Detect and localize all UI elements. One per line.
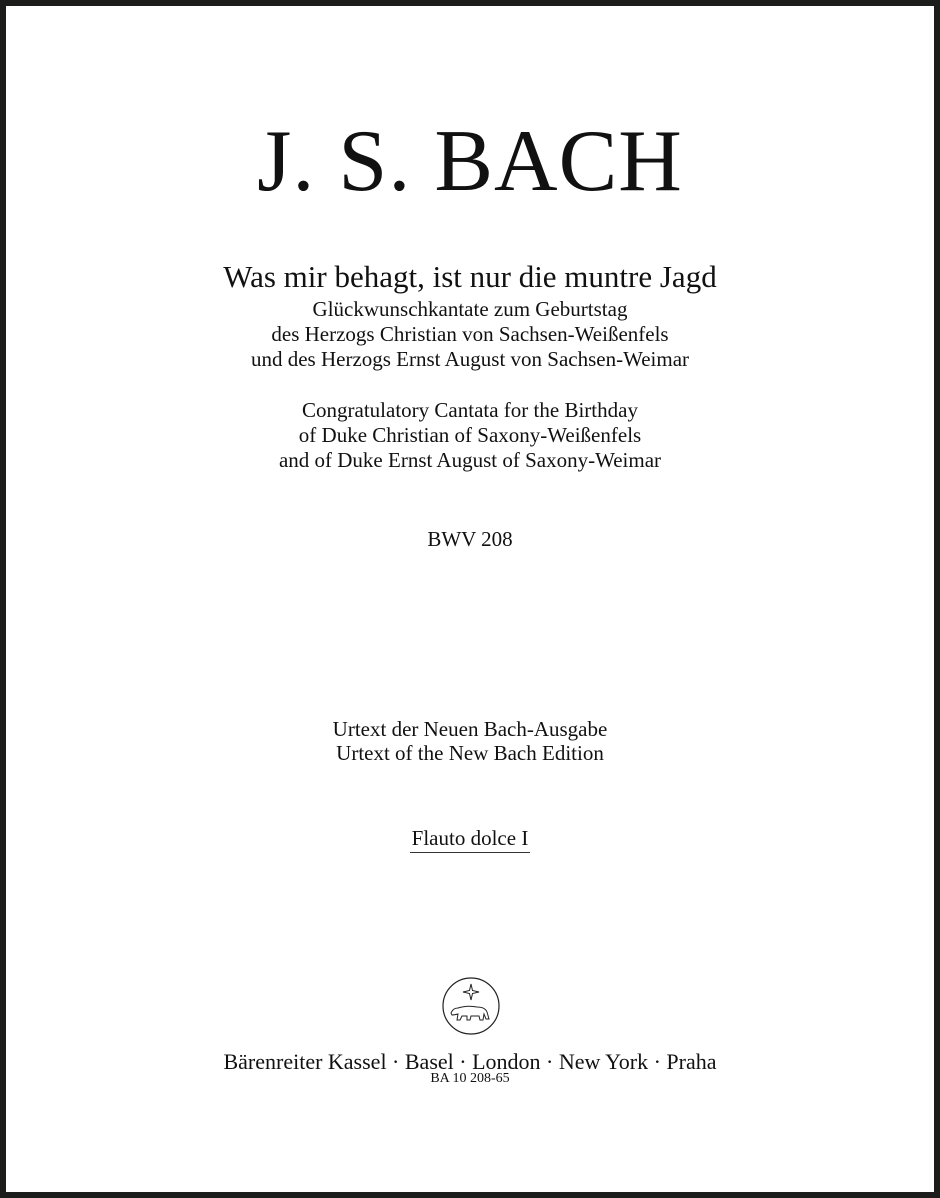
subtitle-line: und des Herzogs Ernst August von Sachsen-Weimar	[250, 347, 690, 371]
subtitle-line: of Duke Christian of Saxony-Weißenfels	[298, 423, 642, 447]
subtitle-line: Glückwunschkantate zum Geburtstag	[312, 297, 628, 321]
instrument-label: Flauto dolce I	[410, 826, 531, 853]
catalog-number: BWV 208	[427, 527, 513, 551]
instrument-part	[0, 826, 940, 851]
composer-name: J. S. BACH	[257, 113, 683, 210]
publisher-line: Bärenreiter Kassel · Basel · London · New York · Praha	[223, 1049, 717, 1074]
subtitle-german	[0, 297, 940, 372]
subtitle-line: des Herzogs Christian von Sachsen-Weißenfels	[271, 322, 669, 346]
baerenreiter-bear-star-icon	[441, 976, 501, 1036]
subtitle-line: and of Duke Ernst August of Saxony-Weimar	[278, 448, 662, 472]
subtitle-english	[0, 398, 940, 473]
edition-note	[0, 717, 940, 765]
work-title: Was mir behagt, ist nur die muntre Jagd	[223, 259, 717, 294]
subtitle-line: Congratulatory Cantata for the Birthday	[302, 398, 638, 422]
edition-line: Urtext der Neuen Bach-Ausgabe	[332, 717, 608, 741]
edition-line: Urtext of the New Bach Edition	[336, 741, 604, 765]
order-number: BA 10 208-65	[430, 1071, 510, 1086]
